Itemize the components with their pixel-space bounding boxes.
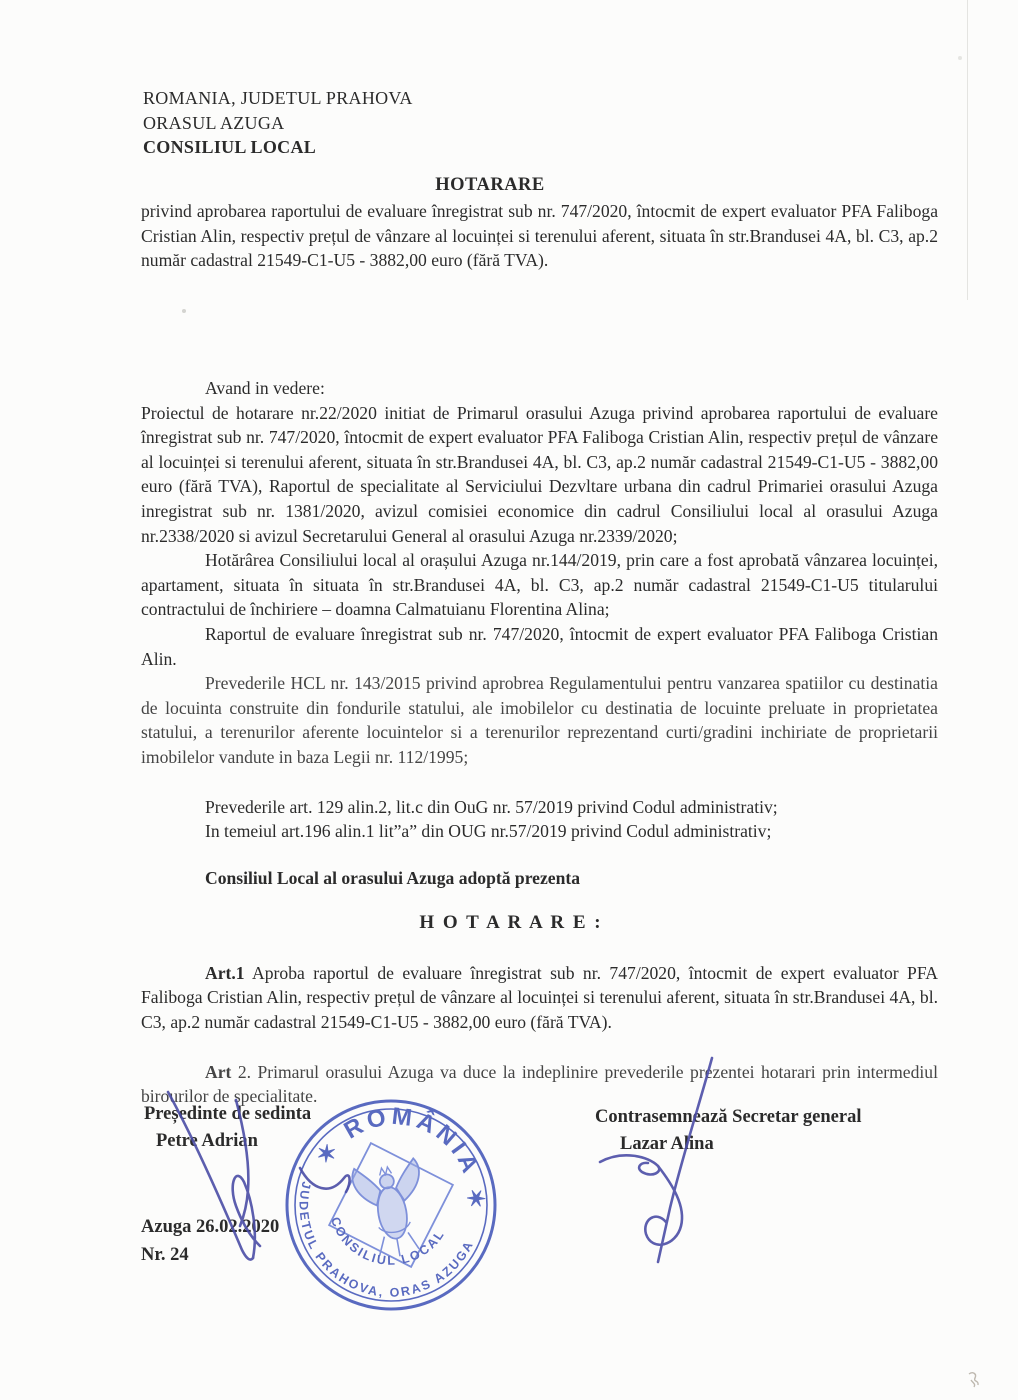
- secretary-name: Lazar Alina: [620, 1134, 714, 1154]
- signature-block-secretary: [595, 1104, 861, 1158]
- document-body: [141, 376, 938, 1109]
- scan-smudge: [963, 1368, 985, 1390]
- scan-speck: [182, 309, 186, 313]
- letterhead-council: CONSILIUL LOCAL: [143, 137, 317, 157]
- official-round-stamp: [280, 1094, 502, 1316]
- article-2-text: 2. Primarul orasului Azuga va duce la indeplinire prevederile prezentei hotarari prin intermediul birourilor de specialitate.: [141, 1061, 938, 1107]
- paragraph-project: Proiectul de hotarare nr.22/2020 initiat de Primarul orasului Azuga privind aprobarea raportului de evaluare înregistrat sub nr. 747/2020, întocmit de expert evaluator PFA Faliboga Cristian Alin, respectiv prețul de vânzare al locuinței si terenului aferent, situata în str.Brandusei 4A, bl. C3, ap.2 număr cadastral 21549-C1-U5 - 3882,00 euro (fără TVA), Raportul de specialitate al Serviciului Dezvltare urbana din cadrul Primariei orasului Azuga inregistrat sub nr. 1381/2020, avizul comisiei economice din cadrul Consiliului local al orasului Azuga nr.2338/2020 si avizul Secretarului General al orasului Azuga nr.2339/2020;: [141, 402, 938, 546]
- stamp-country-text: ✶ ROMÂNIA ✶: [310, 1102, 489, 1213]
- document-title: HOTARARE: [435, 175, 545, 195]
- document-subject: privind aprobarea raportului de evaluare înregistrat sub nr. 747/2020, întocmit de expert evaluator PFA Faliboga Cristian Alin, respectiv prețul de vânzare al locuinței si terenului aferent, situata în str.Brandusei 4A, bl. C3, ap.2 număr cadastral 21549-C1-U5 - 3882,00 euro (fără TVA).: [141, 201, 938, 271]
- having-regard-label: Avand in vedere:: [205, 378, 325, 398]
- paragraph-art129: Prevederile art. 129 alin.2, lit.c din OuG nr. 57/2019 privind Codul administrativ;: [205, 796, 778, 817]
- stamp-inner-ring-text: CONSILIUL LOCAL: [327, 1215, 448, 1268]
- decision-heading: H O T A R A R E :: [419, 912, 603, 934]
- paragraph-hcl-143: Prevederile HCL nr. 143/2015 privind aprobrea Regulamentului pentru vanzarea spatiilor cu destinatia de locuinta construite din fondurile statului, ale imobilelor cu destinatia de locuinte preluate in proprietatea statului, a terenurilor aferente locuintelor si a terenurilor reprezentand curti/gradini inchiriate de proprietarii imobilelor vandute in baza Legii nr. 112/1995;: [141, 673, 938, 767]
- decision-number: Nr. 24: [141, 1245, 189, 1265]
- article-1-label: Art.1: [205, 962, 245, 983]
- letterhead-city: ORASUL AZUGA: [143, 112, 285, 133]
- secretary-role: Contrasemnează Secretar general: [595, 1107, 862, 1127]
- letterhead-country: ROMANIA, JUDETUL PRAHOVA: [143, 88, 413, 108]
- letterhead: [143, 86, 413, 160]
- footer-date-number: [141, 1213, 279, 1269]
- scan-speck: [958, 56, 962, 60]
- place-date: Azuga 26.02.2020: [141, 1217, 280, 1237]
- president-name: Petre Adrian: [156, 1131, 258, 1151]
- paragraph-art196: In temeiul art.196 alin.1 lit”a” din OUG nr.57/2019 privind Codul administrativ;: [205, 821, 772, 842]
- article-1: [141, 961, 938, 1035]
- article-2-label: Art: [205, 1061, 232, 1082]
- president-role: Președinte de sedinta: [144, 1104, 312, 1124]
- paragraph-hcl-144: Hotărârea Consiliului local al orașului Azuga nr.144/2019, prin care a fost aprobată vânzarea locuinței, apartament, situata în situata în str.Brandusei 4A, bl. C3, ap.2 număr cadastral 21549-C1-U5 titularului contractului de închiriere – doamna Calmatuianu Florentina Alina;: [141, 550, 938, 620]
- paragraph-report: Raportul de evaluare înregistrat sub nr. 747/2020, întocmit de expert evaluator PFA Faliboga Cristian Alin.: [141, 623, 938, 669]
- adoption-line: Consiliul Local al orasului Azuga adoptă prezenta: [205, 867, 581, 888]
- stamp-outer-ring-text: JUDETUL PRAHOVA, ORAS AZUGA: [296, 1180, 477, 1300]
- scan-edge-line: [967, 0, 968, 300]
- article-1-text: Aproba raportul de evaluare înregistrat sub nr. 747/2020, întocmit de expert evaluator PFA Faliboga Cristian Alin, respectiv prețul de vânzare al locuinței si terenului aferent, situata în str.Brandusei 4A, bl. C3, ap.2 număr cadastral 21549-C1-U5 - 3882,00 euro (fără TVA).: [141, 962, 938, 1033]
